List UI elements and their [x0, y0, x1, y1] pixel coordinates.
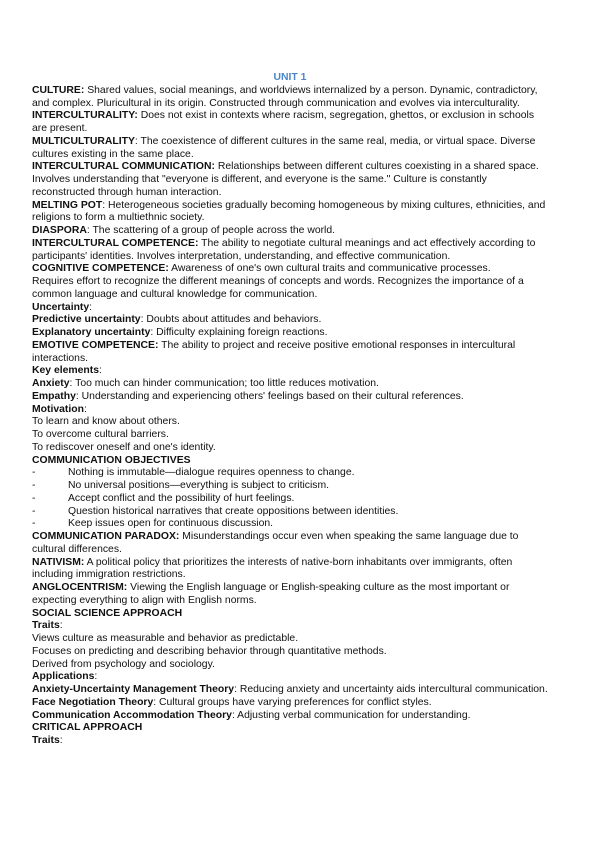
definition-text: : Too much can hinder communication; too little reduces motivation.	[69, 378, 379, 389]
term: Empathy	[32, 390, 76, 402]
list-item	[32, 480, 548, 493]
term: INTERCULTURAL COMMUNICATION:	[32, 161, 215, 173]
paragraph	[32, 85, 548, 111]
dash-bullet: -	[32, 492, 36, 504]
term: MULTICULTURALITY	[32, 135, 135, 147]
dash-bullet: -	[32, 467, 36, 479]
paragraph	[32, 455, 548, 468]
definition-text: To overcome cultural barriers.	[32, 429, 169, 440]
paragraph	[32, 136, 548, 162]
paragraph	[32, 557, 548, 583]
term: EMOTIVE COMPETENCE:	[32, 339, 159, 351]
approaches-block	[32, 531, 548, 748]
paragraph	[32, 302, 548, 315]
term: Explanatory uncertainty	[32, 327, 151, 338]
definition-text: To rediscover oneself and one's identity.	[32, 441, 216, 453]
term: COGNITIVE COMPETENCE:	[32, 263, 169, 275]
paragraph	[32, 646, 548, 659]
paragraph	[32, 263, 548, 276]
definition-text: Requires effort to recognize the different meanings of concepts and words. Recognizes the importance of a common language and cultural knowledge for communication.	[32, 276, 524, 300]
paragraph	[32, 378, 548, 391]
paragraph	[32, 442, 548, 455]
term: SOCIAL SCIENCE APPROACH	[32, 607, 183, 619]
paragraph	[32, 735, 548, 748]
definitions-block	[32, 85, 548, 468]
definition-text: :	[89, 301, 93, 313]
definition-text: : Adjusting verbal communication for understanding.	[231, 709, 471, 721]
paragraph	[32, 238, 548, 264]
paragraph	[32, 161, 548, 199]
term: COMMUNICATION OBJECTIVES	[32, 454, 191, 466]
definition-text: : Cultural groups have varying preferences for conflict styles.	[153, 696, 432, 708]
definition-text: : Heterogeneous societies gradually becoming homogeneous by mixing cultures, ethnicities, and religions to form a multiethnic society.	[32, 199, 546, 224]
list-item	[32, 493, 548, 506]
paragraph	[32, 314, 548, 327]
term: Traits	[32, 620, 60, 632]
definition-text: :	[83, 403, 87, 415]
definition-text: Awareness of one's own cultural traits and communicative processes.	[168, 263, 491, 275]
dash-bullet: -	[32, 480, 36, 491]
definition-text: Derived from psychology and sociology.	[32, 658, 215, 670]
objectives-list	[32, 467, 548, 531]
definition-text: : The coexistence of different cultures in the same real, media, or virtual space. Diverse cultures existing in the same place.	[32, 135, 536, 160]
definition-text: :	[94, 671, 98, 683]
term: INTERCULTURAL COMPETENCE:	[32, 237, 199, 249]
paragraph	[32, 110, 548, 136]
term: CULTURE:	[32, 84, 85, 96]
paragraph	[32, 531, 548, 557]
paragraph	[32, 722, 548, 735]
term: Face Negotiation Theory	[32, 696, 154, 708]
term: Anxiety-Uncertainty Management Theory	[32, 684, 235, 695]
definition-text: :	[59, 620, 63, 632]
definition-text: Shared values, social meanings, and worldviews internalized by a person. Dynamic, contradictory, and complex. Pluricultural in its origin. Constructed through communication and evolves via interculturality.	[32, 84, 538, 109]
paragraph	[32, 200, 548, 226]
term: DIASPORA	[32, 225, 87, 236]
list-item-text: Keep issues open for continuous discussion.	[68, 518, 274, 530]
definition-text: The ability to project and receive positive emotional responses in intercultural interactions.	[32, 339, 516, 364]
definition-text: Relationships between different cultures coexisting in a shared space. Involves understanding that "everyone is different, and everyone is the same." Culture is constantly reconstructed through human interaction.	[32, 161, 539, 198]
term: Anxiety	[32, 378, 70, 389]
list-item-text: No universal positions—everything is subject to criticism.	[68, 480, 330, 491]
paragraph	[32, 416, 548, 429]
paragraph	[32, 429, 548, 442]
paragraph	[32, 391, 548, 404]
term: Applications	[32, 671, 95, 683]
list-item-text: Question historical narratives that create oppositions between identities.	[68, 505, 399, 517]
paragraph	[32, 633, 548, 646]
list-item	[32, 467, 548, 480]
term: ANGLOCENTRISM:	[32, 582, 128, 593]
dash-bullet: -	[32, 518, 36, 530]
term: Traits	[32, 735, 60, 746]
paragraph	[32, 276, 548, 302]
definition-text: Misunderstandings occur even when speaking the same language due to cultural differences.	[32, 531, 519, 555]
term: COMMUNICATION PARADOX:	[32, 531, 180, 542]
definition-text: : Reducing anxiety and uncertainty aids intercultural communication.	[234, 684, 548, 695]
list-item-text: Nothing is immutable—dialogue requires openness to change.	[68, 467, 355, 479]
paragraph	[32, 404, 548, 417]
paragraph	[32, 710, 548, 723]
paragraph	[32, 697, 548, 710]
term: NATIVISM:	[32, 556, 85, 568]
definition-text: Does not exist in contexts where racism, segregation, ghettos, or exclusion in schools are present.	[32, 110, 535, 134]
page-title: UNIT 1	[273, 72, 307, 83]
term: Uncertainty	[32, 301, 90, 313]
definition-text: :	[59, 735, 63, 746]
paragraph	[32, 582, 548, 608]
definition-text: A political policy that prioritizes the interests of native-born inhabitants over immigrants, often including immigration restrictions.	[32, 556, 513, 581]
definition-text: The ability to negotiate cultural meanings and act effectively according to participants' identities. Involves interpretation, understanding, and effective communication.	[32, 237, 536, 262]
definition-text: : The scattering of a group of people across the world.	[86, 225, 336, 236]
paragraph	[32, 659, 548, 672]
term: Communication Accommodation Theory	[32, 709, 232, 721]
paragraph	[32, 620, 548, 633]
paragraph	[32, 671, 548, 684]
definition-text: :	[99, 365, 102, 377]
paragraph	[32, 225, 548, 238]
list-item	[32, 506, 548, 519]
paragraph	[32, 365, 548, 378]
definition-text: Viewing the English language or English-speaking culture as the most important or expecting everything to align with English norms.	[32, 582, 510, 606]
paragraph	[32, 327, 548, 340]
paragraph	[32, 340, 548, 366]
definition-text: : Difficulty explaining foreign reactions.	[150, 327, 328, 338]
paragraph	[32, 684, 548, 697]
term: Motivation	[32, 403, 84, 415]
list-item-text: Accept conflict and the possibility of hurt feelings.	[68, 492, 295, 504]
definition-text: To learn and know about others.	[32, 416, 180, 428]
paragraph	[32, 608, 548, 621]
term: MELTING POT	[32, 199, 103, 211]
term: Key elements	[32, 365, 99, 377]
definition-text: : Understanding and experiencing others' feelings based on their cultural references.	[75, 390, 464, 402]
definition-text: Focuses on predicting and describing behavior through quantitative methods.	[32, 645, 387, 657]
list-item	[32, 518, 548, 531]
term: Predictive uncertainty	[32, 314, 141, 326]
definition-text: Views culture as measurable and behavior as predictable.	[32, 633, 299, 644]
definition-text: : Doubts about attitudes and behaviors.	[140, 314, 322, 326]
term: INTERCULTURALITY:	[32, 110, 138, 122]
term: CRITICAL APPROACH	[32, 722, 143, 734]
dash-bullet: -	[32, 505, 36, 517]
